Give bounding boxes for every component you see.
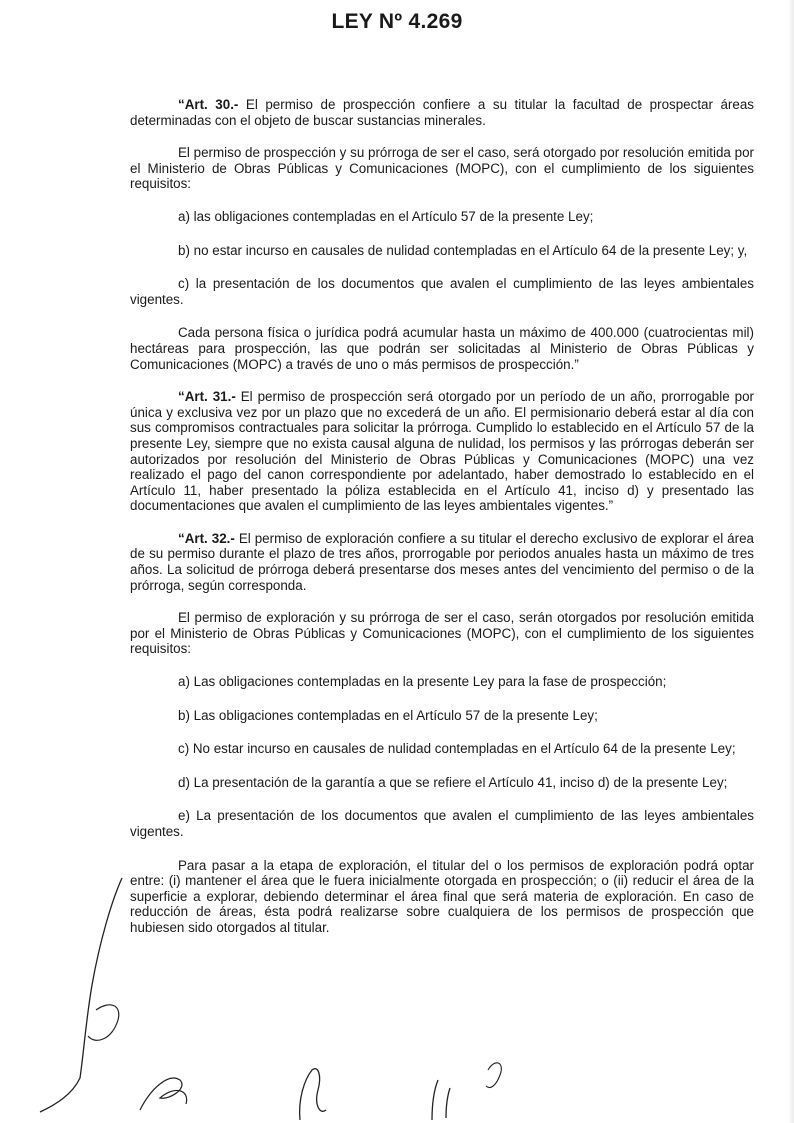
document-title: LEY Nº 4.269 [331, 10, 463, 33]
article-31 [130, 389, 754, 514]
margin-signature-loop [88, 1005, 119, 1041]
article-30-label: “Art. 30.- [178, 97, 239, 112]
requisito-prospeccion-b: b) no estar incurso en causales de nulidad contempladas en el Artículo 64 de la presente Ley; y, [178, 242, 748, 258]
article-32 [130, 531, 754, 593]
requisito-exploracion-c: c) No estar incurso en causales de nulidad contempladas en el Artículo 64 de la presente Ley; [178, 741, 736, 757]
article-32-text: El permiso de exploración confiere a su titular el derecho exclusivo de explorar el área de su permiso durante el plazo de tres años, prorrogable por periodos anuales hasta un máximo de tres años. La solicitud de prórroga deberá presentarse dos meses antes del vencimiento del permiso o de la prórroga, según corresponda. [130, 530, 754, 593]
text-overlap-stroke [486, 1063, 501, 1088]
paragraph-acumulacion: Cada persona física o jurídica podrá acumular hasta un máximo de 400.000 (cuatrocientas mil) hectáreas para prospección, las que podrán ser solicitadas al Ministerio de Obras Públicas y Comunicaciones (MOPC) a través de uno o más permisos de prospección.” [130, 325, 754, 372]
bottom-signature-left [140, 1078, 187, 1110]
requisito-prospeccion-a: a) las obligaciones contempladas en el Artículo 57 de la presente Ley; [178, 208, 594, 224]
requisito-exploracion-d: d) La presentación de la garantía a que se refiere el Artículo 41, inciso d) de la presente Ley; [178, 774, 728, 790]
article-30 [130, 97, 754, 128]
article-31-text: El permiso de prospección será otorgado por un período de un año, prorrogable por única y exclusiva vez por un plazo que no excederá de un año. El permisionario deberá estar al día con sus compromisos contractuales para solicitar la prórroga. Cumplido lo establecido en el Artículo 57 de la presente Ley, siempre que no exista causal alguna de nulidad, los permisos y las prórrogas deberán ser autorizados por resolución del Ministerio de Obras Públicas y Comunicaciones (MOPC) una vez realizado el pago del canon correspondiente por adelantado, haber demostrado lo establecido en el Artículo 11, haber presentado la póliza establecida en el Artículo 41, inciso d) y presentado las documentaciones que avalen el cumplimiento de las leyes ambientales vigentes.” [130, 389, 754, 514]
bottom-signature-middle [300, 1069, 326, 1120]
requisito-exploracion-a: a) Las obligaciones contempladas en la presente Ley para la fase de prospección; [178, 674, 667, 690]
requisito-exploracion-e: e) La presentación de los documentos que avalen el cumplimiento de las leyes ambientales vigentes. [130, 808, 754, 839]
scan-edge-shadow [788, 0, 794, 1123]
bottom-signature-right [432, 1080, 450, 1120]
article-32-label: “Art. 32.- [178, 530, 235, 546]
paragraph-otorgamiento-prospeccion: El permiso de prospección y su prórroga de ser el caso, será otorgado por resolución emitida por el Ministerio de Obras Públicas y Comunicaciones (MOPC), con el cumplimiento de los siguientes requisitos: [130, 145, 754, 192]
requisito-exploracion-b: b) Las obligaciones contempladas en el Artículo 57 de la presente Ley; [178, 707, 598, 723]
document-body [130, 97, 754, 953]
article-30-text: El permiso de prospección confiere a su titular la facultad de prospectar áreas determinadas con el objeto de buscar sustancias minerales. [130, 97, 754, 128]
paragraph-otorgamiento-exploracion: El permiso de exploración y su prórroga de ser el caso, serán otorgados por resolución emitida por el Ministerio de Obras Públicas y Comunicaciones (MOPC), con el cumplimiento de los siguientes requisitos: [130, 610, 754, 657]
requisito-prospeccion-c: c) la presentación de los documentos que avalen el cumplimiento de las leyes ambientales vigentes. [130, 276, 754, 307]
margin-signature-stroke [40, 878, 122, 1112]
article-31-label: “Art. 31.- [178, 389, 236, 405]
paragraph-etapa-exploracion: Para pasar a la etapa de exploración, el titular del o los permisos de exploración podrá optar entre: (i) mantener el área que le fuera inicialmente otorgada en prospección; o (ii) reducir el área de la superficie a explorar, debiendo determinar el área final que será materia de exploración. En caso de reducción de áreas, ésta podrá realizarse sobre cualquiera de los permisos de prospección que hubiesen sido otorgados al titular. [130, 857, 754, 935]
